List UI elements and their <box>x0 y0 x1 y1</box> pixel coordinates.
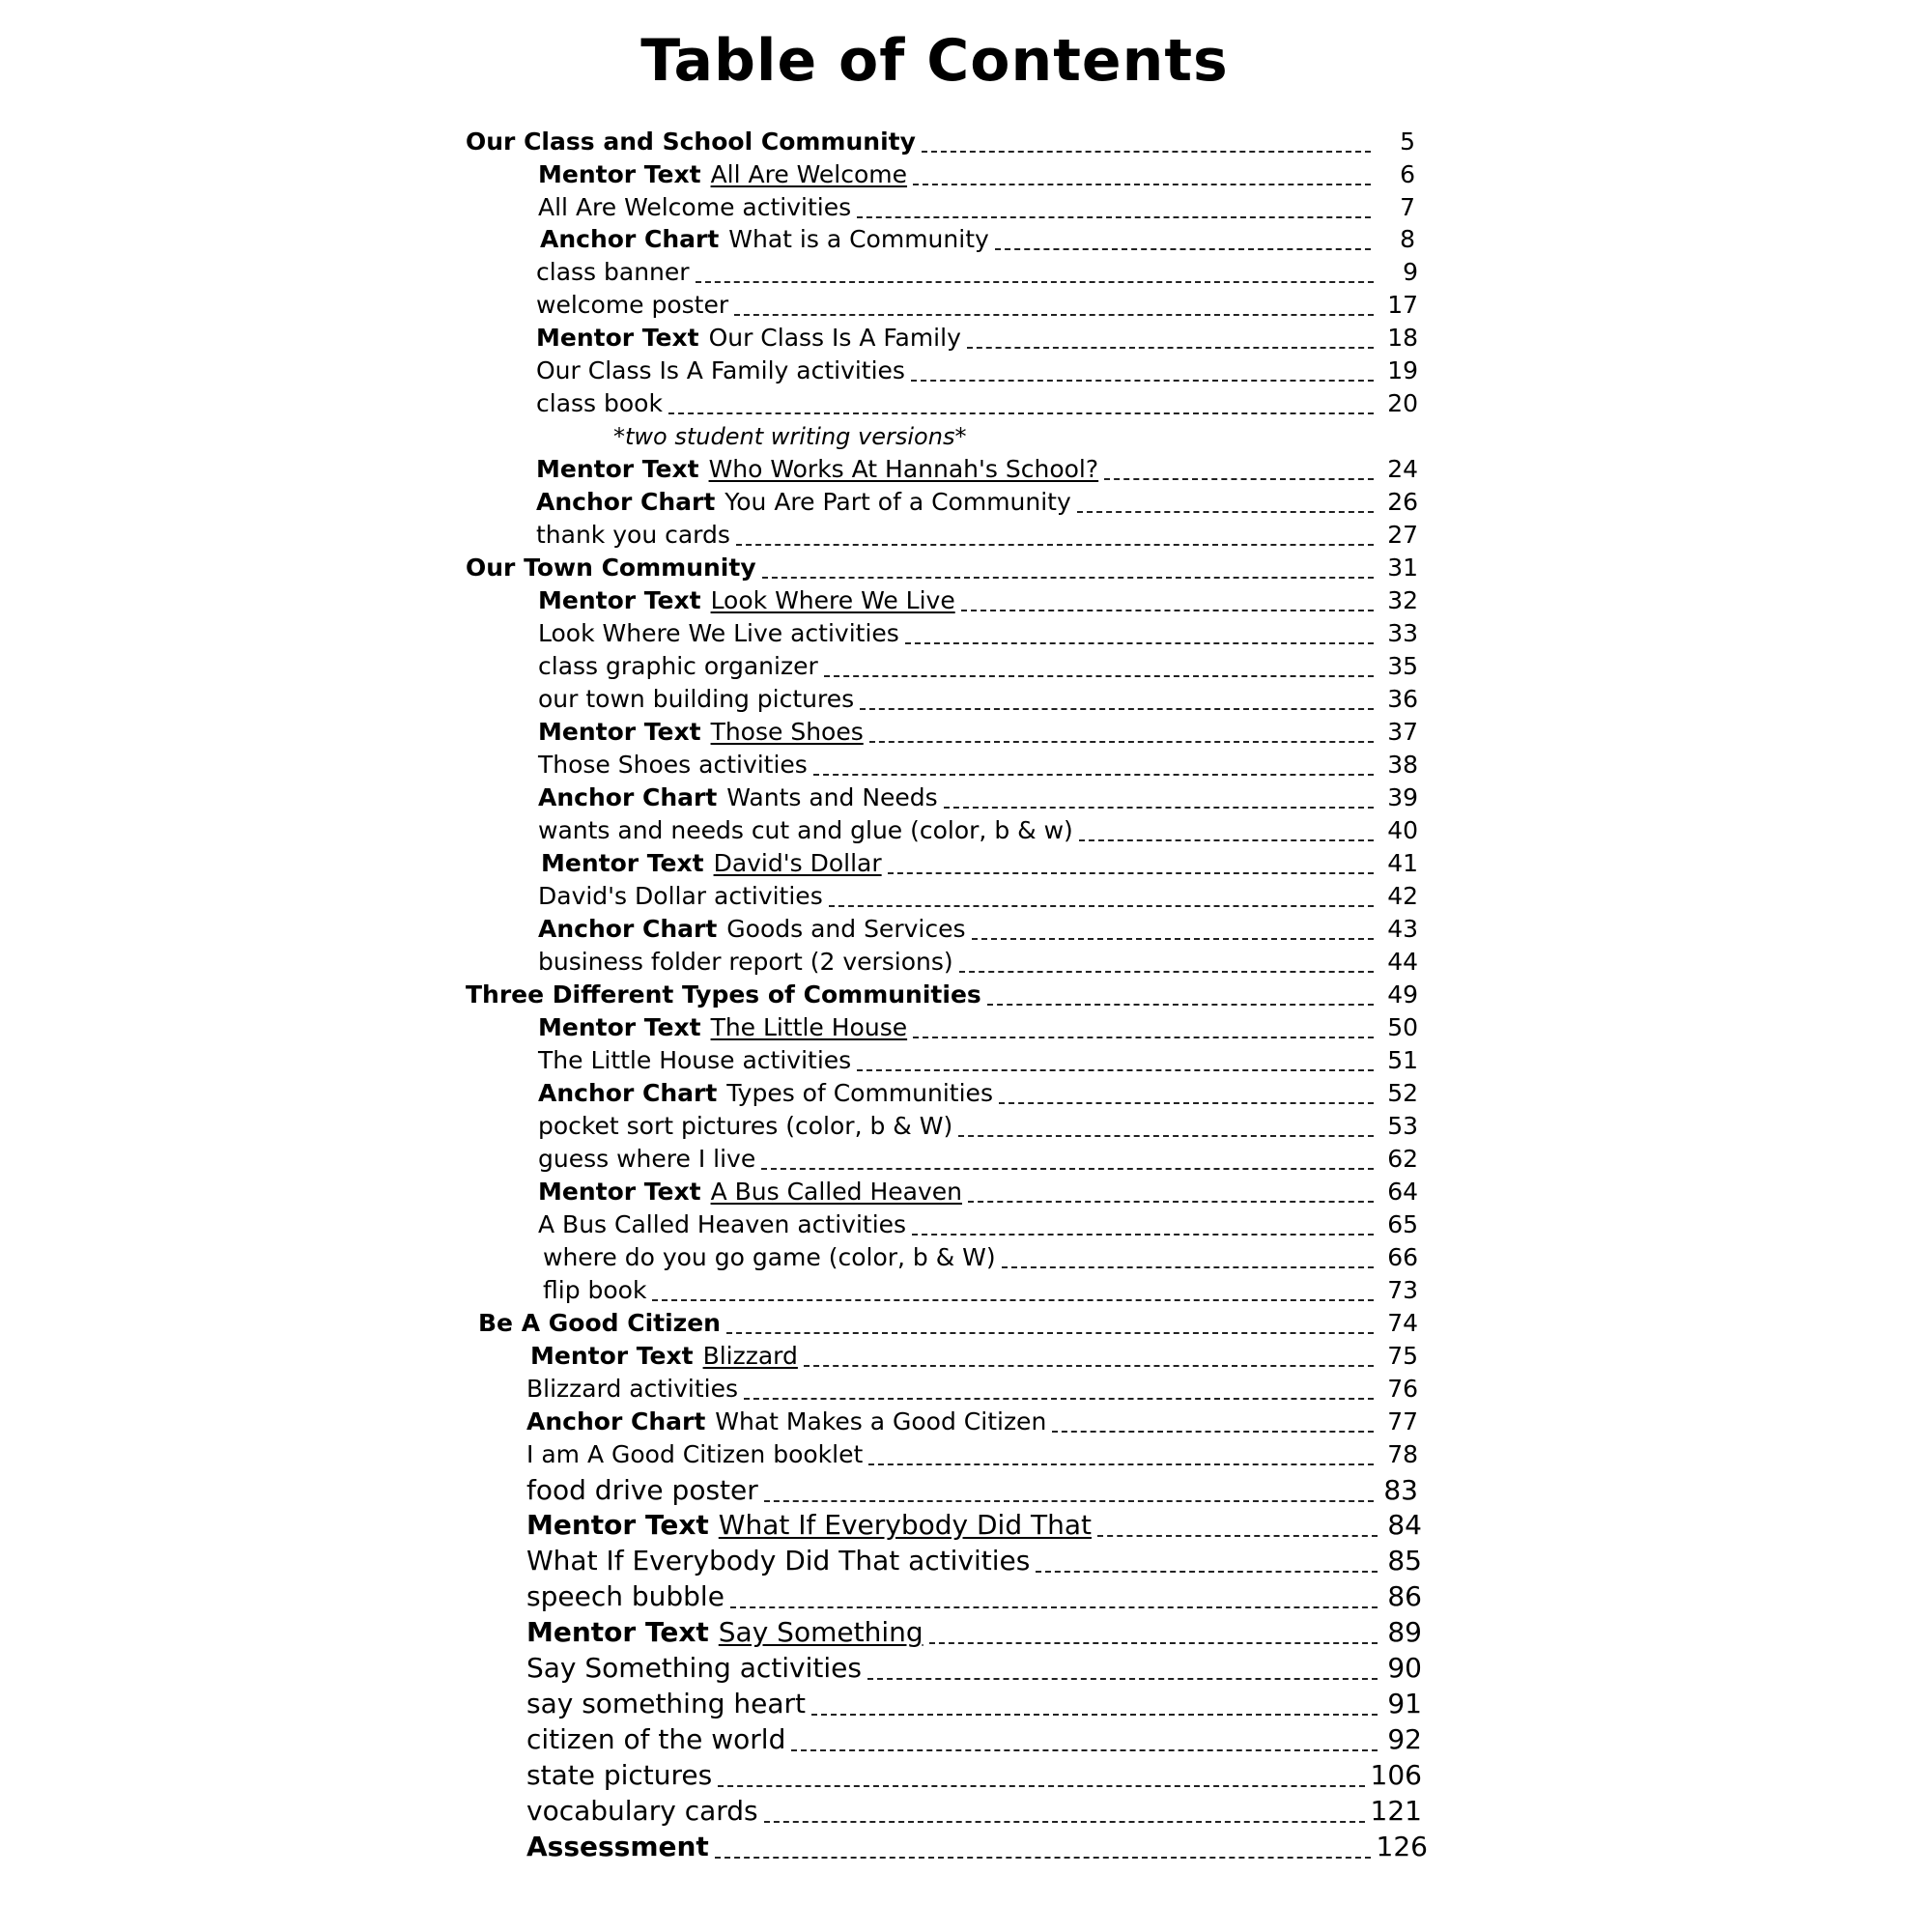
dot-leader <box>829 905 1374 907</box>
entry-title: Our Class and School Community <box>466 128 916 156</box>
toc-entry[interactable] <box>538 1112 1418 1143</box>
page-number: 42 <box>1387 882 1418 910</box>
dot-leader <box>961 610 1374 611</box>
page-title: Table of Contents <box>640 27 1229 95</box>
dot-leader <box>762 577 1374 579</box>
dot-leader <box>668 412 1374 414</box>
entry-title: Blizzard activities <box>526 1375 738 1403</box>
entry-type-label: Anchor Chart <box>540 225 720 253</box>
page-number: 83 <box>1383 1474 1418 1506</box>
dot-leader <box>734 314 1374 316</box>
toc-entry[interactable] <box>530 1342 1418 1373</box>
dot-leader <box>958 1135 1374 1137</box>
entry-title: class graphic organizer <box>538 652 818 680</box>
entry-title: Say Something activities <box>526 1652 862 1684</box>
dot-leader <box>1097 1535 1378 1537</box>
page-number: 85 <box>1387 1545 1422 1577</box>
page-number: 38 <box>1387 751 1418 779</box>
page-number: 43 <box>1387 915 1418 943</box>
entry-title: You Are Part of a Community <box>724 488 1071 516</box>
toc-entry[interactable] <box>538 1210 1418 1241</box>
dot-leader <box>1052 1431 1374 1433</box>
page-number: 77 <box>1387 1407 1418 1435</box>
page-number: 62 <box>1387 1145 1418 1173</box>
toc-entry[interactable] <box>526 1830 1428 1864</box>
entry-type-label: Mentor Text <box>526 1616 709 1648</box>
toc-entry[interactable] <box>526 1508 1422 1543</box>
entry-type-label: Mentor Text <box>536 324 699 352</box>
entry-title: class book <box>536 389 663 417</box>
entry-title: Three Different Types of Communities <box>466 980 981 1009</box>
toc-entry[interactable] <box>538 1079 1418 1110</box>
page-number: 49 <box>1387 980 1418 1009</box>
dot-leader <box>968 1201 1374 1203</box>
entry-title: Be A Good Citizen <box>478 1309 721 1337</box>
entry-title: Assessment <box>526 1831 709 1862</box>
entry-type-label: Mentor Text <box>530 1342 694 1370</box>
page-number: 76 <box>1387 1375 1418 1403</box>
toc-entry[interactable] <box>538 160 1415 191</box>
dot-leader <box>959 971 1374 973</box>
dot-leader <box>888 872 1374 874</box>
toc-entry[interactable] <box>538 1178 1418 1208</box>
entry-title: class banner <box>536 258 690 286</box>
toc-entry[interactable] <box>538 718 1418 749</box>
page-number: 18 <box>1387 324 1418 352</box>
entry-title: wants and needs cut and glue (color, b & w) <box>538 816 1073 844</box>
page-number: 66 <box>1387 1243 1418 1271</box>
entry-title: All Are Welcome <box>710 160 908 188</box>
page-number: 26 <box>1387 488 1418 516</box>
dot-leader <box>824 675 1374 677</box>
dot-leader <box>811 1714 1378 1716</box>
dot-leader <box>804 1365 1374 1367</box>
dot-leader <box>652 1299 1374 1301</box>
toc-entry[interactable] <box>536 389 1418 420</box>
dot-leader <box>867 1678 1378 1680</box>
dot-leader <box>905 642 1374 644</box>
toc-entry[interactable] <box>541 849 1418 880</box>
dot-leader <box>1036 1571 1378 1573</box>
dot-leader <box>715 1857 1371 1859</box>
toc-entry[interactable] <box>536 521 1418 552</box>
toc-entry[interactable] <box>538 586 1418 617</box>
entry-title: Those Shoes <box>710 718 864 746</box>
dot-leader <box>764 1500 1374 1502</box>
page-number: 24 <box>1387 455 1418 483</box>
dot-leader <box>869 741 1374 743</box>
toc-entry[interactable] <box>538 1013 1418 1044</box>
page-number: 73 <box>1387 1276 1418 1304</box>
dot-leader <box>911 380 1374 382</box>
toc-entry[interactable] <box>536 356 1418 387</box>
toc-entry[interactable] <box>538 816 1418 847</box>
entry-type-label: Mentor Text <box>538 718 701 746</box>
toc-entry[interactable] <box>536 258 1418 289</box>
page-number: 65 <box>1387 1210 1418 1238</box>
dot-leader <box>730 1606 1378 1608</box>
toc-section-heading[interactable] <box>478 1309 1418 1340</box>
page-number: 90 <box>1387 1652 1422 1684</box>
page-number: 121 <box>1370 1795 1422 1827</box>
entry-type-label: Anchor Chart <box>538 783 718 811</box>
dot-leader <box>987 1004 1374 1006</box>
dot-leader <box>761 1168 1374 1170</box>
entry-title: speech bubble <box>526 1580 724 1612</box>
dot-leader <box>1077 511 1374 513</box>
entry-title: A Bus Called Heaven activities <box>538 1210 907 1238</box>
dot-leader <box>967 347 1374 349</box>
entry-title: All Are Welcome activities <box>538 193 852 221</box>
dot-leader <box>791 1749 1378 1751</box>
page-number: 9 <box>1403 258 1418 286</box>
toc-entry[interactable] <box>538 948 1418 979</box>
entry-type-label: Mentor Text <box>538 586 701 614</box>
toc-entry[interactable] <box>526 1651 1422 1686</box>
toc-entry[interactable] <box>526 1794 1422 1829</box>
entry-title: where do you go game (color, b & W) <box>543 1243 996 1271</box>
dot-leader <box>813 774 1374 776</box>
dot-leader <box>944 807 1374 809</box>
dot-leader <box>995 248 1371 250</box>
page-number: 53 <box>1387 1112 1418 1140</box>
entry-title: Wants and Needs <box>726 783 938 811</box>
entry-title: What If Everybody Did That activities <box>526 1545 1031 1577</box>
page-number: 64 <box>1387 1178 1418 1206</box>
page-number: 44 <box>1387 948 1418 976</box>
entry-type-label: Anchor Chart <box>538 1079 718 1107</box>
entry-title: business folder report (2 versions) <box>538 948 953 976</box>
entry-type-label: Anchor Chart <box>526 1407 706 1435</box>
page-number: 51 <box>1387 1046 1418 1074</box>
dot-leader <box>736 544 1374 546</box>
entry-title: Look Where We Live <box>710 586 955 614</box>
toc-entry[interactable] <box>536 324 1418 355</box>
page-number: 32 <box>1387 586 1418 614</box>
toc-entry[interactable] <box>536 291 1418 322</box>
entry-title: welcome poster <box>536 291 729 319</box>
toc-entry[interactable] <box>538 751 1418 781</box>
entry-title: flip book <box>543 1276 647 1304</box>
toc-entry[interactable] <box>526 1687 1422 1721</box>
page-number: 50 <box>1387 1013 1418 1041</box>
page-number: 17 <box>1387 291 1418 319</box>
page-number: 91 <box>1387 1688 1422 1719</box>
dot-leader <box>726 1332 1374 1334</box>
toc-entry[interactable] <box>538 882 1418 913</box>
entry-title: The Little House <box>710 1013 908 1041</box>
toc-entry[interactable] <box>543 1276 1418 1307</box>
dot-leader <box>972 938 1375 940</box>
entry-title: our town building pictures <box>538 685 855 713</box>
dot-leader <box>912 1234 1374 1236</box>
toc-entry[interactable] <box>536 455 1418 486</box>
toc-entry[interactable] <box>526 1544 1422 1578</box>
entry-title: food drive poster <box>526 1474 758 1506</box>
page-number: 37 <box>1387 718 1418 746</box>
entry-title: guess where I live <box>538 1145 756 1173</box>
entry-title: thank you cards <box>536 521 730 549</box>
toc-entry[interactable] <box>538 1145 1418 1176</box>
page-number: 8 <box>1400 225 1415 253</box>
dot-leader <box>1079 839 1374 841</box>
entry-title: David's Dollar activities <box>538 882 823 910</box>
page-number: 75 <box>1387 1342 1418 1370</box>
entry-title: What If Everybody Did That <box>718 1509 1092 1541</box>
entry-title: Our Class Is A Family activities <box>536 356 905 384</box>
page-number: 39 <box>1387 783 1418 811</box>
entry-type-label: Mentor Text <box>541 849 704 877</box>
entry-title: Our Class Is A Family <box>708 324 961 352</box>
entry-type-label: Mentor Text <box>538 1013 701 1041</box>
dot-leader <box>999 1102 1374 1104</box>
entry-title: say something heart <box>526 1688 806 1719</box>
page-number: 7 <box>1400 193 1415 221</box>
entry-title: vocabulary cards <box>526 1795 758 1827</box>
toc-entry[interactable] <box>526 1440 1418 1471</box>
page-number: 126 <box>1376 1831 1428 1862</box>
toc-section-heading[interactable] <box>466 980 1418 1011</box>
toc-entry[interactable] <box>538 619 1418 650</box>
dot-leader <box>1104 478 1374 480</box>
page-number: 89 <box>1387 1616 1422 1648</box>
toc-entry[interactable] <box>538 652 1418 683</box>
toc-entry[interactable] <box>526 1375 1418 1406</box>
page-number: 41 <box>1387 849 1418 877</box>
entry-title: What is a Community <box>728 225 989 253</box>
entry-title: David's Dollar <box>713 849 882 877</box>
page-number: 86 <box>1387 1580 1422 1612</box>
page-number: 106 <box>1370 1759 1422 1791</box>
entry-title: state pictures <box>526 1759 713 1791</box>
entry-title: The Little House activities <box>538 1046 852 1074</box>
page-number: 19 <box>1387 356 1418 384</box>
dot-leader <box>868 1463 1374 1465</box>
page-number: 84 <box>1387 1509 1422 1541</box>
entry-title: What Makes a Good Citizen <box>715 1407 1047 1435</box>
page-number: 40 <box>1387 816 1418 844</box>
page-number: 74 <box>1387 1309 1418 1337</box>
dot-leader <box>764 1821 1365 1823</box>
entry-type-label: Mentor Text <box>538 1178 701 1206</box>
dot-leader <box>913 184 1371 185</box>
dot-leader <box>860 708 1374 710</box>
page-number: 78 <box>1387 1440 1418 1468</box>
page-number: 33 <box>1387 619 1418 647</box>
dot-leader <box>1002 1266 1374 1268</box>
toc-entry[interactable] <box>540 225 1415 256</box>
page-number: 36 <box>1387 685 1418 713</box>
entry-title: Our Town Community <box>466 554 756 582</box>
entry-title: Goods and Services <box>726 915 966 943</box>
entry-title: Who Works At Hannah's School? <box>708 455 1099 483</box>
page-number: 35 <box>1387 652 1418 680</box>
page-number: 6 <box>1400 160 1415 188</box>
dot-leader <box>718 1785 1364 1787</box>
dot-leader <box>922 151 1371 153</box>
dot-leader <box>744 1398 1374 1400</box>
entry-title: pocket sort pictures (color, b & W) <box>538 1112 953 1140</box>
toc-entry[interactable] <box>538 193 1415 224</box>
toc-section-heading[interactable] <box>466 128 1415 158</box>
dot-leader <box>913 1037 1374 1038</box>
entry-type-label: Mentor Text <box>536 455 699 483</box>
toc-entry[interactable] <box>526 1722 1422 1757</box>
toc-entry[interactable] <box>526 1758 1422 1793</box>
dot-leader <box>857 216 1371 218</box>
entry-title: Blizzard <box>702 1342 798 1370</box>
entry-title: Those Shoes activities <box>538 751 808 779</box>
toc-entry[interactable] <box>538 783 1418 814</box>
dot-leader <box>929 1642 1378 1644</box>
entry-title: citizen of the world <box>526 1723 786 1755</box>
entry-title: Say Something <box>718 1616 923 1648</box>
toc-entry[interactable] <box>536 488 1418 519</box>
entry-title: Look Where We Live activities <box>538 619 899 647</box>
toc-entry[interactable] <box>538 915 1418 946</box>
toc-entry[interactable] <box>538 685 1418 716</box>
entry-title: I am A Good Citizen booklet <box>526 1440 864 1468</box>
page-number: 52 <box>1387 1079 1418 1107</box>
page-number: 20 <box>1387 389 1418 417</box>
toc-entry[interactable] <box>526 1615 1422 1650</box>
entry-title: A Bus Called Heaven <box>710 1178 962 1206</box>
toc-section-heading[interactable] <box>466 554 1418 584</box>
toc-note: *two student writing versions* <box>613 423 967 450</box>
entry-type-label: Anchor Chart <box>538 915 718 943</box>
dot-leader <box>696 281 1374 283</box>
page-number: 27 <box>1387 521 1418 549</box>
dot-leader <box>857 1069 1374 1071</box>
entry-type-label: Mentor Text <box>526 1509 709 1541</box>
entry-title: Types of Communities <box>726 1079 993 1107</box>
toc-entry[interactable] <box>538 1046 1418 1077</box>
page-number: 92 <box>1387 1723 1422 1755</box>
page-number: 31 <box>1387 554 1418 582</box>
entry-type-label: Anchor Chart <box>536 488 716 516</box>
toc-entry[interactable] <box>526 1579 1422 1614</box>
toc-entry[interactable] <box>526 1473 1418 1508</box>
page-number: 5 <box>1400 128 1415 156</box>
toc-entry[interactable] <box>543 1243 1418 1274</box>
toc-entry[interactable] <box>526 1407 1418 1438</box>
entry-type-label: Mentor Text <box>538 160 701 188</box>
